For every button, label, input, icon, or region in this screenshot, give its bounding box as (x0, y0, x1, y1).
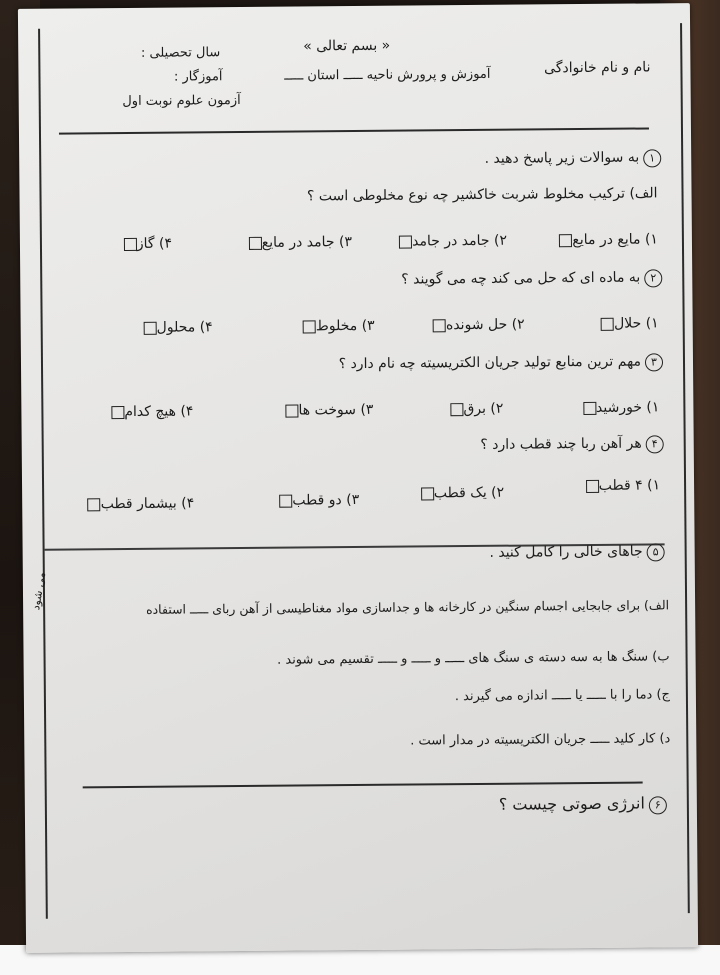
q1-number: ۱ (643, 149, 661, 167)
q1-question: الف) ترکیب مخلوط شربت خاکشیر چه نوع مخلوطی است ؟ (306, 185, 658, 205)
q6-number: ۶ (649, 796, 667, 814)
exam-title: آزمون علوم نوبت اول (122, 93, 241, 110)
q5-instruction: ۵جاهای خالی را کامل کنید . (489, 543, 664, 563)
q4-option-4: ۴) بیشمار قطب (84, 495, 195, 512)
q2-checkbox-1[interactable] (601, 317, 614, 330)
q1-option-4: ۴) گاز (120, 236, 172, 252)
q3-checkbox-3[interactable] (285, 404, 298, 417)
q4-option-2: ۲) یک قطب (417, 485, 504, 502)
q3-option-4: ۴) هیچ کدام (107, 403, 193, 420)
q1-option-2: ۲) جامد در جامد (395, 233, 507, 250)
q1-instruction: ۱به سوالات زیر پاسخ دهید . (485, 149, 662, 169)
q3-question: ۳مهم ترین منابع تولید جریان الکتریسیته چه نام دارد ؟ (339, 353, 663, 374)
q5-line-a: الف) برای جابجایی اجسام سنگین در کارخانه ها و جداسازی مواد مغناطیسی از آهن ربای ـــــ استفاده (145, 597, 670, 617)
bismillah: « بسم تعالی » (303, 37, 391, 55)
q1-checkbox-4[interactable] (124, 237, 137, 250)
q2-checkbox-4[interactable] (144, 321, 157, 334)
q2-option-4: ۴) محلول (140, 319, 213, 336)
q2-option-1: ۱) حلال (597, 315, 659, 332)
q4-option-1: ۱) ۴ قطب (582, 477, 660, 494)
q4-checkbox-4[interactable] (88, 498, 101, 511)
q4-checkbox-2[interactable] (421, 487, 434, 500)
year-label: سال تحصیلی : (140, 45, 221, 61)
q5-line-d: د) کار کلید ـــــ جریان الکتریسیته در مدار است . (410, 731, 671, 749)
q2-question: ۲به ماده ای که حل می کند چه می گویند ؟ (401, 269, 662, 289)
q4-number: ۴ (646, 435, 664, 453)
q3-option-1: ۱) خورشید (579, 399, 660, 416)
q3-option-2: ۲) برق (446, 401, 503, 417)
q3-checkbox-2[interactable] (450, 403, 463, 416)
q5-line-b: ب) سنگ ها به سه دسته ی سنگ های ـــــ و ـــــ و ـــــ تقسیم می شوند . (277, 649, 670, 668)
name-label: نام و نام خانوادگی (544, 59, 651, 77)
q3-checkbox-1[interactable] (583, 401, 596, 414)
q1-checkbox-2[interactable] (399, 235, 412, 248)
q4-checkbox-3[interactable] (279, 494, 292, 507)
q1-option-3: ۳) جامد در مایع (245, 234, 352, 251)
education-line: آموزش و پرورش ناحیه ـــــ استان ـــــ (284, 66, 491, 84)
q3-option-3: ۳) سوخت ها (281, 402, 373, 419)
q1-checkbox-1[interactable] (559, 234, 572, 247)
q4-checkbox-1[interactable] (586, 479, 599, 492)
q2-number: ۲ (644, 269, 662, 287)
q2-option-2: ۲) حل شونده (429, 317, 525, 334)
q2-option-3: ۳) مخلوط (299, 318, 375, 335)
q3-number: ۳ (645, 353, 663, 371)
teacher-label: آموزگار : (173, 69, 223, 85)
q2-checkbox-3[interactable] (303, 320, 316, 333)
q1-option-1: ۱) مایع در مایع (555, 231, 658, 248)
q6-question: ۶انرژی صوتی چیست ؟ (499, 793, 667, 815)
q4-option-3: ۳) دو قطب (275, 492, 359, 509)
q5-number: ۵ (647, 543, 665, 561)
exam-sheet (18, 3, 698, 953)
q5-side-note: می شود (29, 571, 49, 612)
q5-line-c: ج) دما را با ـــــ یا ـــــ اندازه می گیرند . (454, 687, 670, 705)
q4-question: ۴هر آهن ربا چند قطب دارد ؟ (480, 435, 664, 455)
q2-checkbox-2[interactable] (433, 319, 446, 332)
q3-checkbox-4[interactable] (111, 406, 124, 419)
q1-checkbox-3[interactable] (249, 236, 262, 249)
